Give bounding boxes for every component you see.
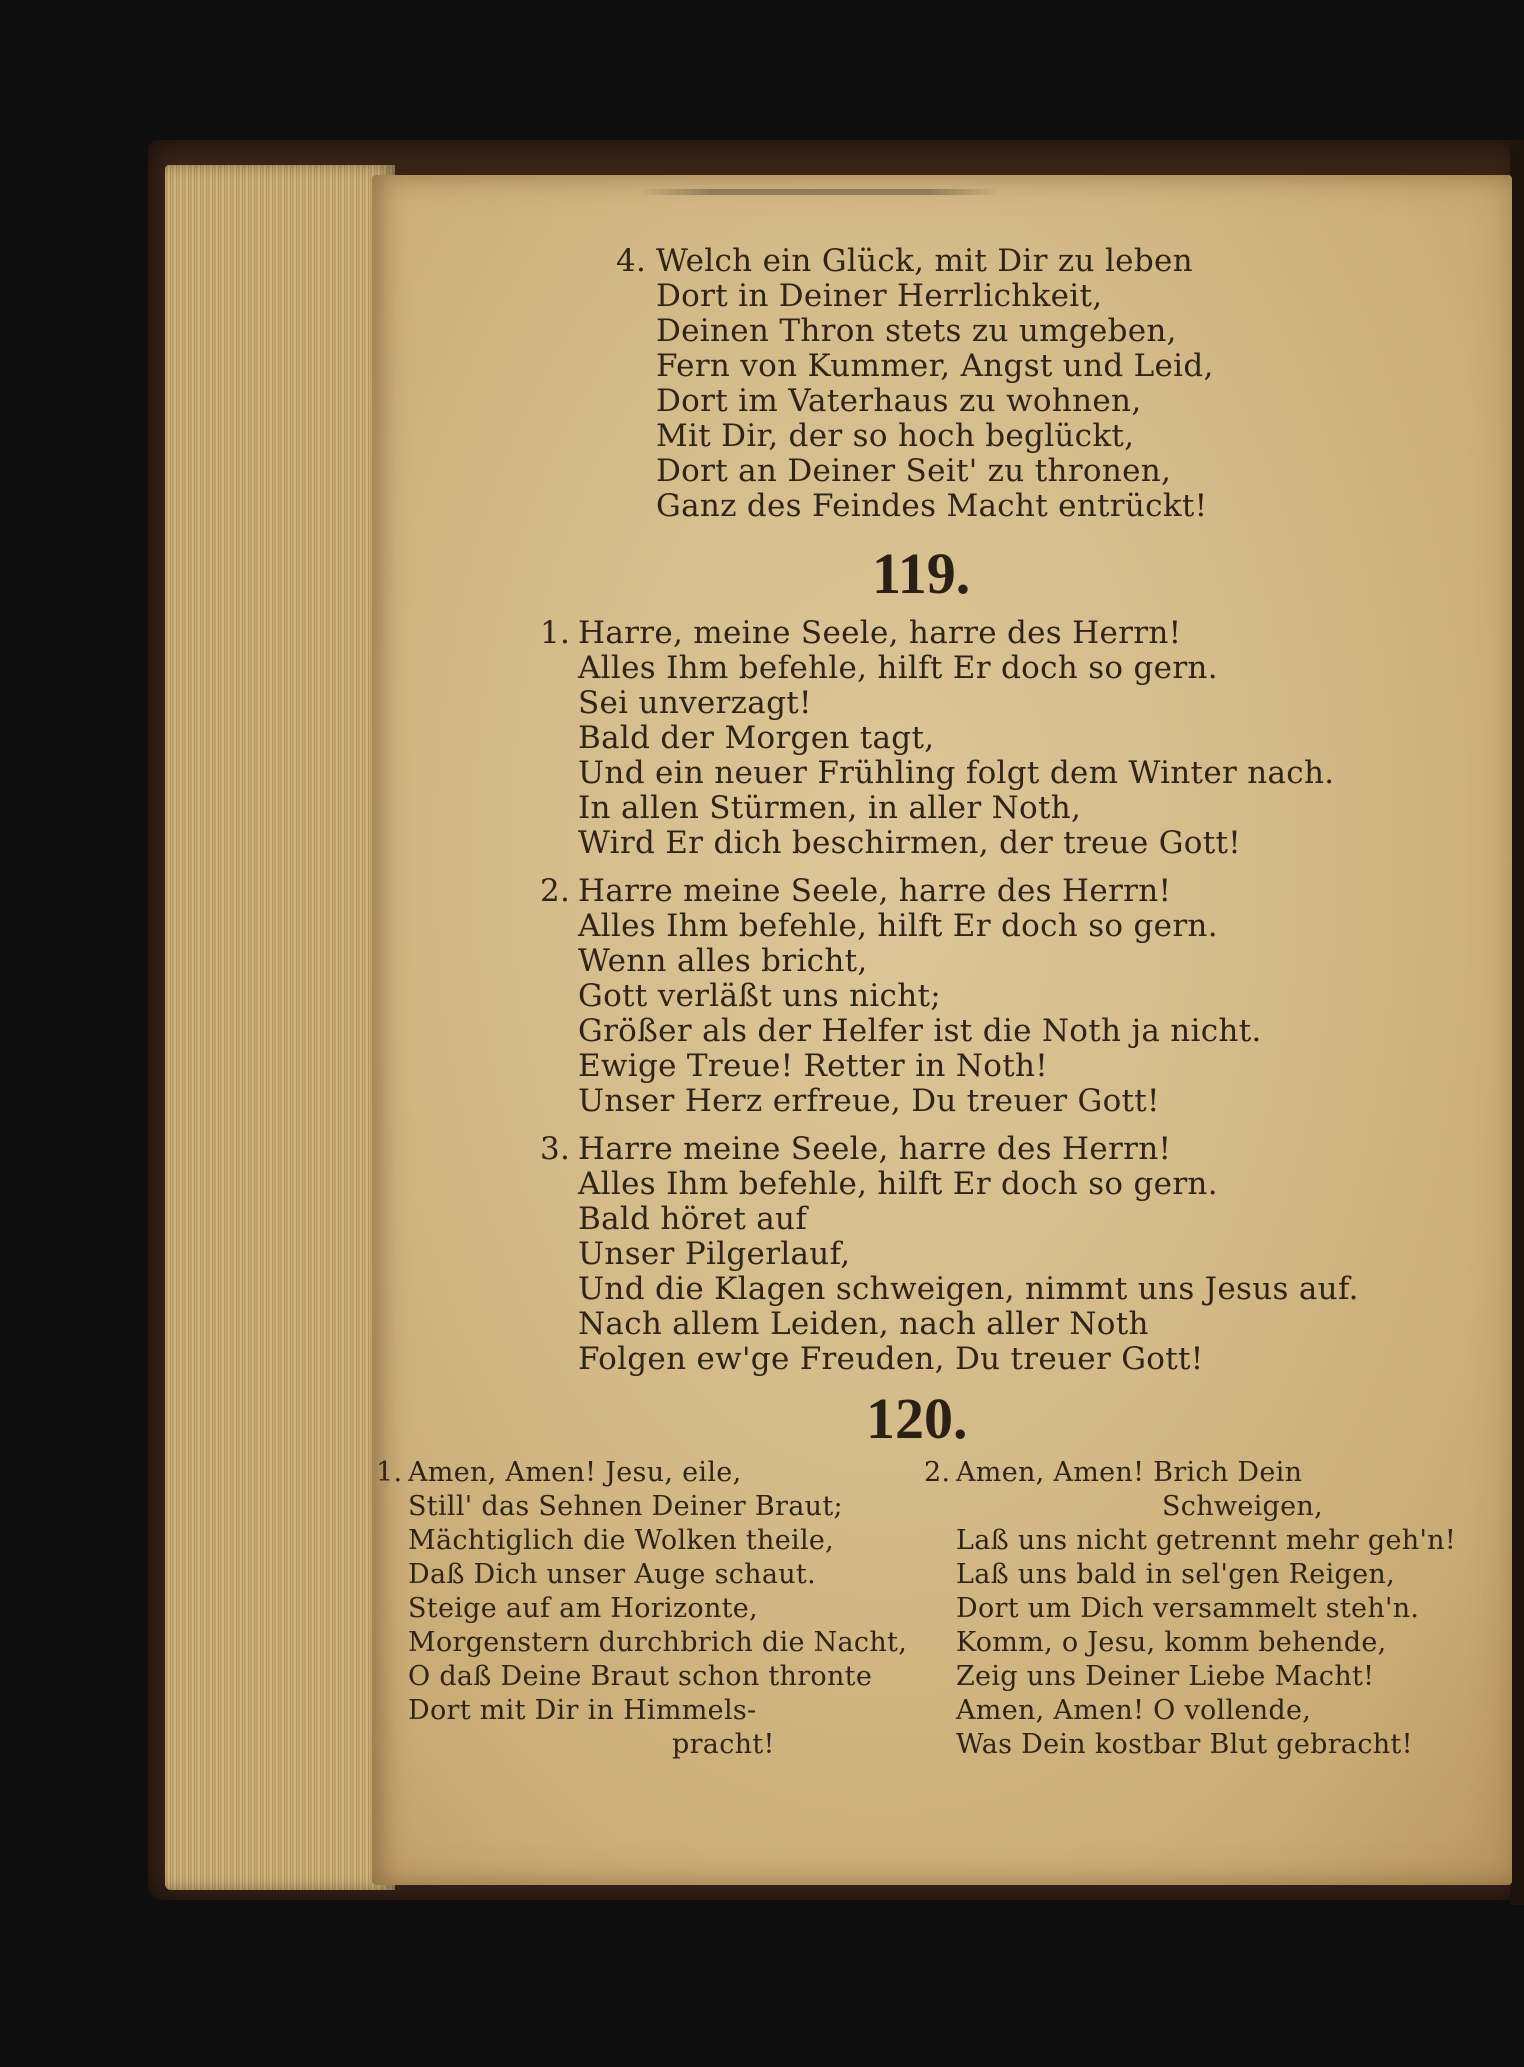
- verse-number: 2.: [924, 1457, 951, 1488]
- verse-number: 4.: [616, 243, 647, 279]
- verse-line: Dort um Dich versammelt steh'n.: [956, 1593, 1420, 1624]
- verse-line: Sei unverzagt!: [578, 685, 812, 721]
- verse-line: Fern von Kummer, Angst und Leid,: [656, 348, 1214, 384]
- verse-line: Deinen Thron stets zu umgeben,: [656, 313, 1177, 349]
- verse-line: Still' das Sehnen Deiner Braut;: [408, 1491, 843, 1522]
- page-edges: [165, 165, 395, 1890]
- hymn-number: 119.: [872, 541, 971, 606]
- verse-line: O daß Deine Braut schon thronte: [408, 1661, 873, 1692]
- verse-line: Laß uns nicht getrennt mehr geh'n!: [956, 1525, 1457, 1556]
- verse-line: Und die Klagen schweigen, nimmt uns Jesus auf.: [578, 1271, 1359, 1307]
- verse-line: Gott verläßt uns nicht;: [578, 978, 941, 1014]
- verse-line: Dort in Deiner Herrlichkeit,: [656, 278, 1103, 314]
- verse-line: Alles Ihm befehle, hilft Er doch so gern.: [578, 908, 1218, 944]
- verse-line: Unser Pilgerlauf,: [578, 1236, 851, 1272]
- verse-line: Komm, o Jesu, komm behende,: [956, 1627, 1387, 1658]
- verse-line: Amen, Amen! Brich Dein: [956, 1457, 1303, 1488]
- verse-line: Daß Dich unser Auge schaut.: [408, 1559, 816, 1590]
- verse-line: Unser Herz erfreue, Du treuer Gott!: [578, 1083, 1160, 1119]
- book-page: [372, 175, 1512, 1885]
- verse-number: 1.: [376, 1457, 403, 1488]
- page-header-rule: [640, 189, 1000, 195]
- verse-line: Alles Ihm befehle, hilft Er doch so gern.: [578, 1166, 1218, 1202]
- verse-line: Harre meine Seele, harre des Herrn!: [578, 1131, 1172, 1167]
- verse-line: Welch ein Glück, mit Dir zu leben: [656, 243, 1193, 279]
- verse-number: 2.: [540, 873, 571, 909]
- verse-line: Was Dein kostbar Blut gebracht!: [956, 1729, 1413, 1760]
- verse-line: Zeig uns Deiner Liebe Macht!: [956, 1661, 1375, 1692]
- verse-line: Und ein neuer Frühling folgt dem Winter nach.: [578, 755, 1335, 791]
- verse-line: Alles Ihm befehle, hilft Er doch so gern.: [578, 650, 1218, 686]
- verse-line: Mächtiglich die Wolken theile,: [408, 1525, 835, 1556]
- verse-line: Amen, Amen! Jesu, eile,: [408, 1457, 742, 1488]
- verse-line: Ewige Treue! Retter in Noth!: [578, 1048, 1049, 1084]
- hymn-number: 120.: [866, 1386, 968, 1451]
- verse-number: 1.: [540, 615, 571, 651]
- verse-line: Laß uns bald in sel'gen Reigen,: [956, 1559, 1395, 1590]
- verse-line: Bald der Morgen tagt,: [578, 720, 935, 756]
- verse-line: Harre meine Seele, harre des Herrn!: [578, 873, 1172, 909]
- verse-line: Dort mit Dir in Himmels-: [408, 1695, 757, 1726]
- verse-line: Größer als der Helfer ist die Noth ja nicht.: [578, 1013, 1262, 1049]
- verse-line: Steige auf am Horizonte,: [408, 1593, 758, 1624]
- verse-line: Harre, meine Seele, harre des Herrn!: [578, 615, 1182, 651]
- verse-line: pracht!: [672, 1729, 775, 1760]
- verse-line: Wenn alles bricht,: [578, 943, 868, 979]
- verse-line: Dort an Deiner Seit' zu thronen,: [656, 453, 1172, 489]
- book-spine-edge: [1510, 145, 1524, 1905]
- verse-line: Nach allem Leiden, nach aller Noth: [578, 1306, 1149, 1342]
- verse-line: Mit Dir, der so hoch beglückt,: [656, 418, 1135, 454]
- verse-line: Wird Er dich beschirmen, der treue Gott!: [578, 825, 1242, 861]
- verse-line: In allen Stürmen, in aller Noth,: [578, 790, 1082, 826]
- verse-line: Dort im Vaterhaus zu wohnen,: [656, 383, 1142, 419]
- verse-line: Morgenstern durchbrich die Nacht,: [408, 1627, 908, 1658]
- verse-line: Bald höret auf: [578, 1201, 808, 1237]
- verse-line: Folgen ew'ge Freuden, Du treuer Gott!: [578, 1341, 1204, 1377]
- verse-line: Schweigen,: [1162, 1491, 1323, 1522]
- verse-line: Amen, Amen! O vollende,: [956, 1695, 1312, 1726]
- verse-number: 3.: [540, 1131, 571, 1167]
- verse-line: Ganz des Feindes Macht entrückt!: [656, 488, 1208, 524]
